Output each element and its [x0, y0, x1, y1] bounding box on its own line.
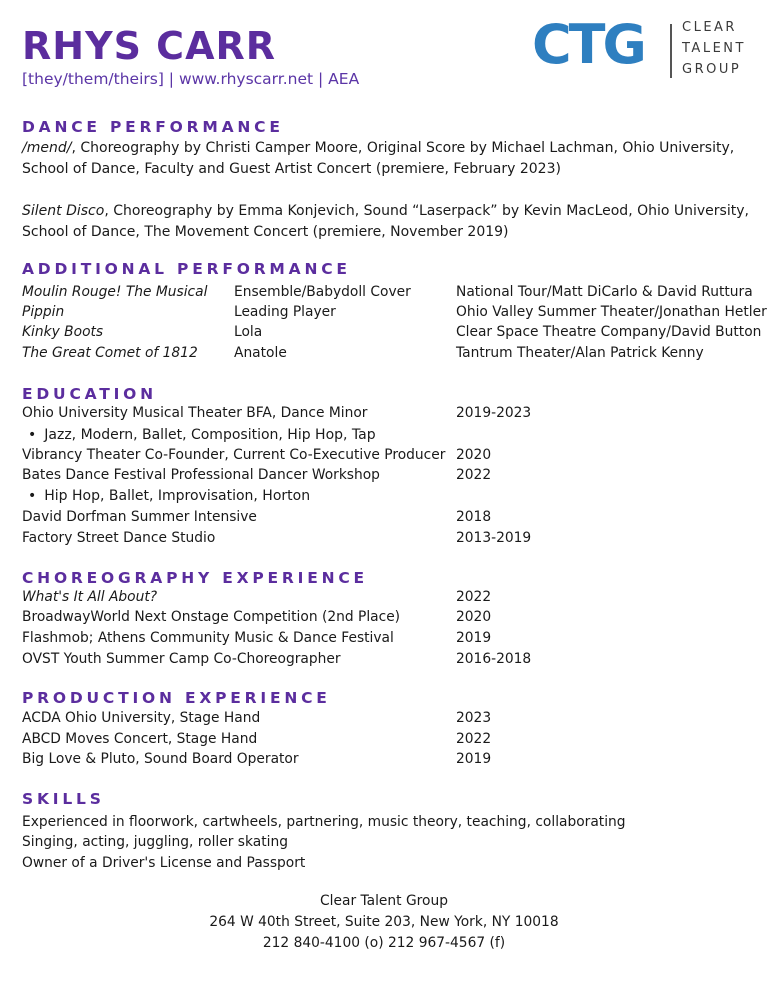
list-item: • Jazz, Modern, Ballet, Composition, Hip Hop, Tap: [28, 427, 376, 443]
role: Lola: [234, 324, 263, 340]
skills-line: [0, 814, 768, 834]
dance-performance-entry: [22, 138, 757, 180]
role: Leading Player: [234, 304, 336, 320]
table-row: [0, 609, 768, 629]
show-title: Kinky Boots: [22, 324, 104, 340]
section-title-dance-performance: DANCE PERFORMANCE: [22, 118, 284, 136]
section-title-additional-performance: ADDITIONAL PERFORMANCE: [22, 260, 351, 278]
section-title-production: PRODUCTION EXPERIENCE: [22, 689, 331, 707]
resume-name: RHYS CARR: [22, 24, 276, 68]
skills-text: Owner of a Driver's License and Passport: [22, 855, 306, 871]
table-row: [0, 751, 768, 771]
education-item: Vibrancy Theater Co-Founder, Current Co-Executive Producer: [22, 447, 446, 463]
year: 2018: [456, 509, 492, 525]
table-row: [0, 447, 768, 467]
skills-text: Singing, acting, juggling, roller skating: [22, 834, 288, 850]
table-row: [0, 345, 768, 365]
choreography-item: OVST Youth Summer Camp Co-Choreographer: [22, 651, 341, 667]
role: Ensemble/Babydoll Cover: [234, 284, 411, 300]
production-item: ABCD Moves Concert, Stage Hand: [22, 731, 258, 747]
logo-line-group: GROUP: [682, 62, 742, 77]
company-director: Tantrum Theater/Alan Patrick Kenny: [456, 345, 704, 361]
company-director: Ohio Valley Summer Theater/Jonathan Hetler: [456, 304, 767, 320]
table-row: [0, 467, 768, 487]
dance-work-title: /mend/: [22, 140, 72, 156]
skills-line: [0, 855, 768, 875]
dance-work-details: , Choreography by Christi Camper Moore, Original Score by Michael Lachman, Ohio University, School of Dance, Faculty and Guest Artist Concert (premiere, February 2023): [22, 140, 735, 177]
year: 2013-2019: [456, 530, 532, 546]
table-row: [0, 284, 768, 304]
production-item: Big Love & Pluto, Sound Board Operator: [22, 751, 299, 767]
year: 2019-2023: [456, 405, 532, 421]
table-row: [0, 731, 768, 751]
show-title: Pippin: [22, 304, 65, 320]
skills-text: Experienced in floorwork, cartwheels, partnering, music theory, teaching, collaborating: [22, 814, 626, 830]
dance-performance-entry: [22, 201, 757, 243]
show-title: The Great Comet of 1812: [22, 345, 198, 361]
table-row: [0, 324, 768, 344]
education-item: Bates Dance Festival Professional Dancer Workshop: [22, 467, 380, 483]
skills-line: [0, 834, 768, 854]
pronouns-website-union: [they/them/theirs] | www.rhyscarr.net | AEA: [22, 70, 360, 88]
choreography-item: What's It All About?: [22, 589, 158, 605]
section-title-skills: SKILLS: [22, 790, 105, 808]
dance-work-title: Silent Disco: [22, 203, 105, 219]
list-item: • Hip Hop, Ballet, Improvisation, Horton: [28, 488, 310, 504]
section-title-education: EDUCATION: [22, 385, 157, 403]
year: 2022: [456, 467, 492, 483]
year: 2022: [456, 731, 492, 747]
show-title: Moulin Rouge! The Musical: [22, 284, 208, 300]
company-director: National Tour/Matt DiCarlo & David Ruttura: [456, 284, 753, 300]
section-title-choreography: CHOREOGRAPHY EXPERIENCE: [22, 569, 368, 587]
year: 2019: [456, 630, 492, 646]
table-row: [0, 405, 768, 425]
education-item: David Dorfman Summer Intensive: [22, 509, 257, 525]
footer-phone: 212 840-4100 (o) 212 967-4567 (f): [262, 935, 506, 951]
logo-letters: CTG: [532, 13, 644, 76]
year: 2022: [456, 589, 492, 605]
year: 2020: [456, 609, 492, 625]
table-row: [0, 651, 768, 671]
logo-line-clear: CLEAR: [682, 20, 737, 35]
logo-line-talent: TALENT: [682, 41, 746, 56]
choreography-item: BroadwayWorld Next Onstage Competition (2nd Place): [22, 609, 401, 625]
agency-logo: [532, 13, 747, 80]
dance-work-details: , Choreography by Emma Konjevich, Sound “Laserpack” by Kevin MacLeod, Ohio University, School of Dance, The Movement Concert (premiere, November 2019): [22, 203, 749, 240]
year: 2016-2018: [456, 651, 532, 667]
education-item: Factory Street Dance Studio: [22, 530, 216, 546]
table-row: [0, 710, 768, 730]
choreography-item: Flashmob; Athens Community Music & Dance Festival: [22, 630, 394, 646]
year: 2023: [456, 710, 492, 726]
education-item: Ohio University Musical Theater BFA, Dance Minor: [22, 405, 368, 421]
footer-agency-name: Clear Talent Group: [320, 893, 448, 909]
table-row: [0, 630, 768, 650]
table-row: [0, 509, 768, 529]
year: 2020: [456, 447, 492, 463]
company-director: Clear Space Theatre Company/David Button: [456, 324, 762, 340]
year: 2019: [456, 751, 492, 767]
logo-divider: [670, 24, 672, 78]
production-item: ACDA Ohio University, Stage Hand: [22, 710, 261, 726]
footer-address: 264 W 40th Street, Suite 203, New York, NY 10018: [209, 914, 559, 930]
role: Anatole: [234, 345, 287, 361]
table-row: [0, 589, 768, 609]
table-row: [0, 304, 768, 324]
table-row: [0, 530, 768, 550]
